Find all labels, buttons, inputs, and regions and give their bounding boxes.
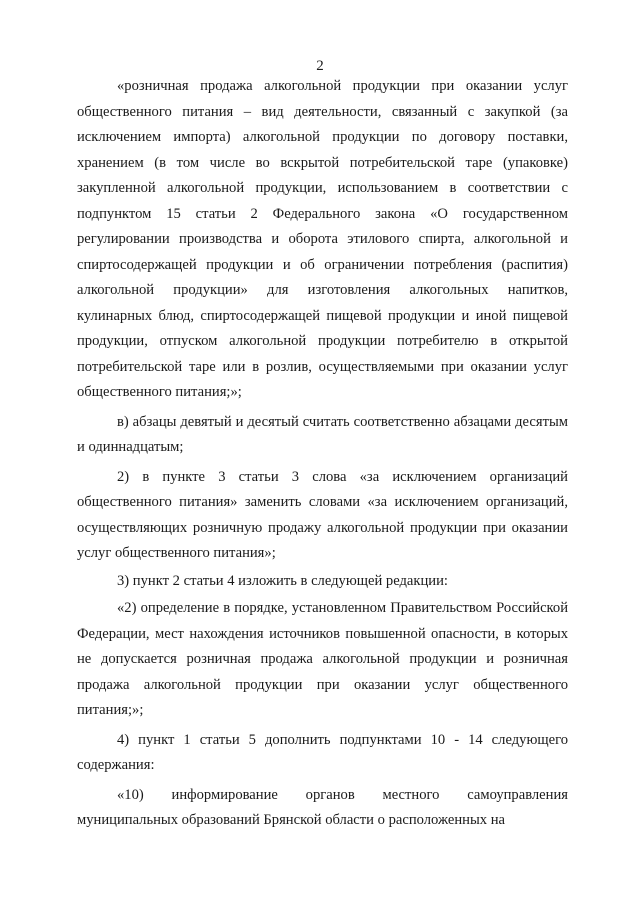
paragraph-item-4: 4) пункт 1 статьи 5 дополнить подпунктами 10 - 14 следующего содержания:	[77, 731, 568, 773]
paragraph-item-3: 3) пункт 2 статьи 4 изложить в следующей редакции:	[117, 572, 448, 589]
paragraph-item-v: в) абзацы девятый и десятый считать соответственно абзацами десятым и одиннадцатым;	[77, 413, 568, 455]
paragraph-new-wording: «2) определение в порядке, установленном Правительством Российской Федерации, мест нахождения источников повышенной опасности, в которых не допускается розничная продажа алкогольной продукции и розничная продажа алкогольной продукции при оказании услуг общественного питания;»;	[77, 600, 568, 718]
document-body	[77, 74, 568, 834]
paragraph-retail-definition: «розничная продажа алкогольной продукции при оказании услуг общественного питания – вид деятельности, связанный с закупкой (за исключением импорта) алкогольной продукции по договору поставки, хранением (в том числе во вскрытой потребительской таре (упаковке) закупленной алкогольной продукции, использованием в соответствии с подпунктом 15 статьи 2 Федерального закона «О государственном регулировании производства и оборота этилового спирта, алкогольной и спиртосодержащей продукции и об ограничении потребления (распития) алкогольной продукции» для изготовления алкогольных напитков, кулинарных блюд, спиртосодержащей пищевой продукции и иной пищевой продукции, отпуском алкогольной продукции потребителю в открытой потребительской таре или в розлив, осуществляемыми при оказании услуг общественного питания;»;	[77, 78, 568, 400]
paragraph-item-2: 2) в пункте 3 статьи 3 слова «за исключением организаций общественного питания» заменить словами «за исключением организаций, осуществляющих розничную продажу алкогольной продукции при оказании услуг общественного питания»;	[77, 468, 568, 561]
paragraph-subitem-10: «10) информирование органов местного самоуправления муниципальных образований Брянской области о расположенных на	[77, 786, 568, 828]
page-number: 2	[316, 58, 324, 74]
